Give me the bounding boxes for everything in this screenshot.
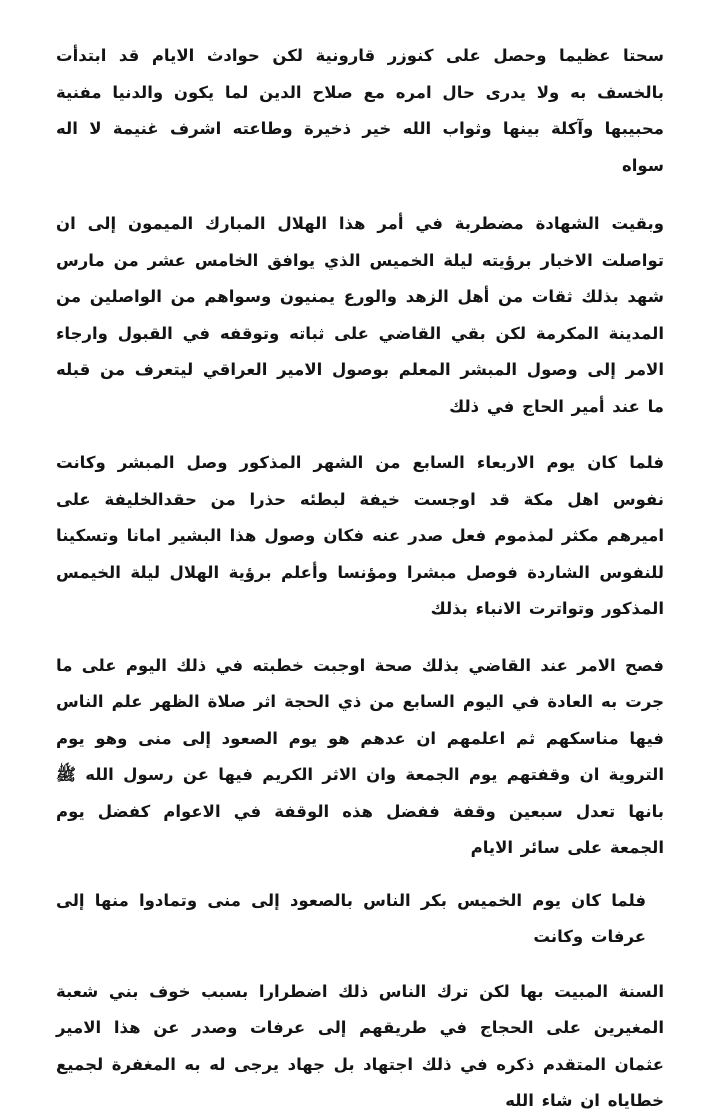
document-page — [56, 38, 664, 1120]
paragraph-1: سحتا عظيما وحصل على كنوزر قارونية لكن حوادث الايام قد ابتدأت بالخسف به ولا يدرى حال امره مع صلاح الدين لما يكون والدنيا مفنية محبيبها وآكلة بينها وثواب الله خير ذخيرة وطاعته اشرف غنيمة لا اله سواه — [56, 46, 664, 175]
paragraph-4: فصح الامر عند القاضي بذلك صحة اوجبت خطبته في ذلك اليوم على ما جرت به العادة في اليوم السابع من ذي الحجة اثر صلاة الظهر علم الناس فيها مناسكهم ثم اعلمهم ان عدهم هو يوم الصعود إلى منى وهو يوم التروية ان وقفتهم يوم الجمعة وان الاثر الكريم فيها عن رسول الله ﷺ بانها تعدل سبعين وقفة ففضل هذه الوقفة في الاعوام كفضل يوم الجمعة على سائر الايام — [56, 655, 664, 857]
paragraph-5: فلما كان يوم الخميس بكر الناس بالصعود إلى منى وتمادوا منها إلى عرفات وكانت — [56, 890, 646, 946]
paragraph-2: وبقيت الشهادة مضطربة في أمر هذا الهلال المبارك الميمون إلى ان تواصلت الاخبار برؤيته ليلة الخميس الذي يوافق الخامس عشر من مارس شهد بذلك ثقات من أهل الزهد والورع يمنيون وسواهم من الواصلين من المدينة المكرمة لكن بقي القاضي على ثباته وتوقفه في القبول وارجاء الامر إلى وصول المبشر المعلم بوصول الامير العراقي ليتعرف من قبله ما عند أمير الحاج في ذلك — [56, 214, 664, 416]
paragraph-3: فلما كان يوم الاربعاء السابع من الشهر المذكور وصل المبشر وكانت نفوس اهل مكة قد اوجست خيفة لبطئه حذرا من حقدالخليفة على اميرهم مكثر لمذموم فعل صدر عنه فكان وصول هذا البشير امانا وتسكينا للنفوس الشاردة فوصل مبشرا ومؤنسا وأعلم برؤية الهلال ليلة الخيمس المذكور وتواترت الانباء بذلك — [56, 453, 664, 618]
paragraph-6: السنة المبيت بها لكن ترك الناس ذلك اضطرارا بسبب خوف بني شعبة المغيرين على الحجاج في طريقهم إلى عرفات وصدر عن هذا الامير عثمان المتقدم ذكره في ذلك اجتهاد بل جهاد يرجى له به المغفرة لجميع خطاياه ان شاء الله — [56, 981, 664, 1110]
